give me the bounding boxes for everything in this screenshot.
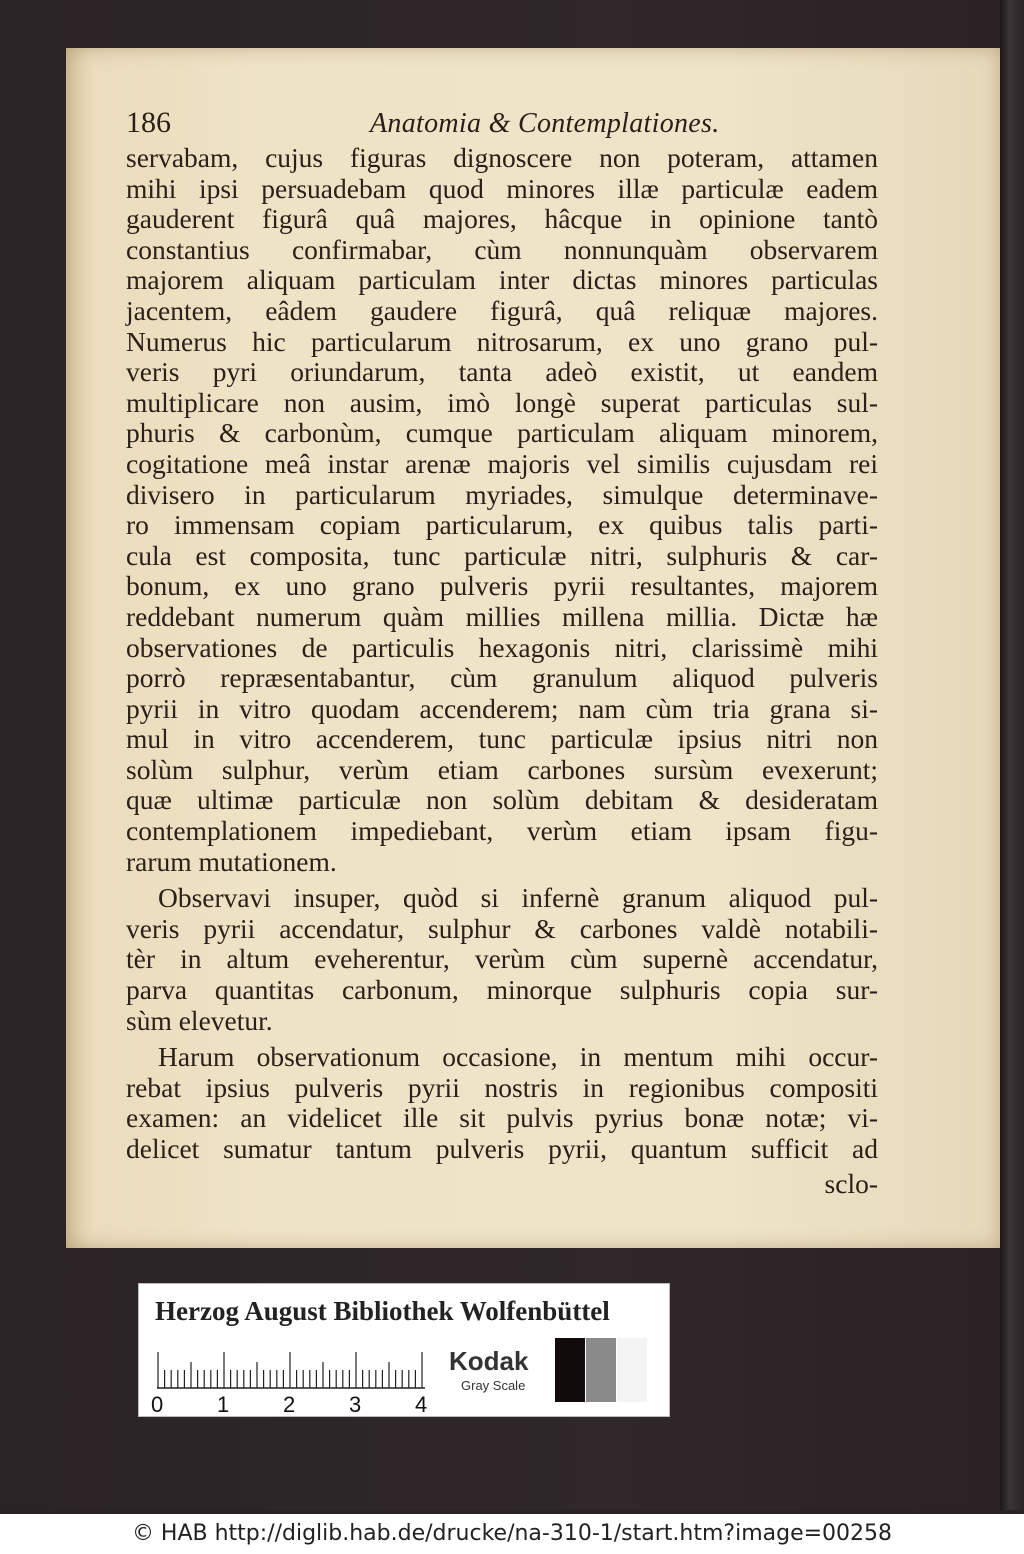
color-calibration-bar (138, 1283, 670, 1417)
text-line: bonum, ex uno grano pulveris pyrii resultantes, majorem (126, 570, 878, 602)
text-line: gauderent figurâ quâ majores, hâcque in opinione tantò (126, 203, 878, 235)
library-name: Herzog August Bibliothek Wolfenbüttel (155, 1296, 610, 1326)
text-line: delicet sumatur tantum pulveris pyrii, quantum sufficit ad (126, 1133, 878, 1164)
text-line: tèr in altum eveherentur, verùm cùm supernè accendatur, (126, 943, 878, 975)
ruler-number: 1 (217, 1392, 230, 1417)
text-line: solùm sulphur, verùm etiam carbones sursùm evexerunt; (126, 753, 878, 785)
text-line: servabam, cujus figuras dignoscere non poteram, attamen (126, 142, 878, 173)
kodak-logo: Kodak (449, 1346, 529, 1376)
text-line: Numerus hic particularum nitrosarum, ex uno grano pul- (126, 325, 878, 357)
ruler-number: 2 (283, 1392, 296, 1417)
gray-patch (555, 1338, 585, 1402)
ruler-number: 3 (349, 1392, 362, 1417)
text-line: Observavi insuper, quòd si infernè granum aliquod pul- (158, 882, 878, 914)
ruler-numbers (151, 1392, 441, 1416)
text-line: parva quantitas carbonum, minorque sulphuris copia sur- (126, 974, 878, 1006)
gray-patch (586, 1338, 616, 1402)
text-line: pyrii in vitro quodam accenderem; nam cùm tria grana si- (126, 692, 878, 724)
gray-patch (617, 1338, 647, 1402)
text-line: Harum observationum occasione, in mentum mihi occur- (158, 1041, 878, 1073)
text-line: sclo- (824, 1167, 878, 1199)
text-line: sùm elevetur. (126, 1004, 273, 1036)
text-line: porrò repræsentabantur, cùm granulum aliquod pulveris (126, 662, 878, 694)
text-line: multiplicare non ausim, imò longè superat particulas sul- (126, 386, 878, 418)
text-line: rarum mutationem. (126, 845, 337, 877)
gray-scale-label: Gray Scale (461, 1378, 526, 1393)
running-title: Anatomia & Contemplationes. (370, 108, 720, 139)
text-line: reddebant numerum quàm millies millena millia. Dictæ hæ (126, 600, 878, 632)
ruler-number: 4 (415, 1392, 428, 1417)
page-header (126, 106, 876, 146)
text-line: divisero in particularum myriades, simulque determinave- (126, 478, 878, 510)
text-line: quæ ultimæ particulæ non solùm debitam & desideratam (126, 784, 878, 816)
text-line: observationes de particulis hexagonis nitri, clarissimè mihi (126, 631, 878, 663)
text-line: rebat ipsius pulveris pyrii nostris in regionibus compositi (126, 1071, 878, 1103)
page-number: 186 (126, 106, 171, 139)
text-line: majorem aliquam particulam inter dictas minores particulas (126, 264, 878, 296)
ruler-number: 0 (151, 1392, 164, 1417)
book-edge (1000, 0, 1024, 1510)
text-line: examen: an videlicet ille sit pulvis pyrius bonæ notæ; vi- (126, 1102, 878, 1134)
text-line: phuris & carbonùm, cumque particulam aliquam minorem, (126, 417, 878, 449)
text-line: veris pyri oriundarum, tanta adeò existit, ut eandem (126, 356, 878, 388)
ruler-scale (157, 1350, 427, 1390)
text-line: cula est composita, tunc particulæ nitri, sulphuris & car- (126, 539, 878, 571)
text-line: contemplationem impediebant, verùm etiam ipsam figu- (126, 815, 878, 847)
text-line: ro immensam copiam particularum, ex quibus talis parti- (126, 509, 878, 541)
text-line: mihi ipsi persuadebam quod minores illæ particulæ eadem (126, 172, 878, 204)
copyright-footer: © HAB http://diglib.hab.de/drucke/na-310-1/start.htm?image=00258 (0, 1514, 1024, 1554)
page-body-text (126, 143, 878, 1199)
text-line: veris pyrii accendatur, sulphur & carbones valdè notabili- (126, 912, 878, 944)
text-line: jacentem, eâdem gaudere figurâ, quâ reliquæ majores. (126, 294, 878, 326)
text-line: cogitatione meâ instar arenæ majoris vel similis cujusdam rei (126, 447, 878, 479)
text-line: constantius confirmabar, cùm nonnunquàm observarem (126, 233, 878, 265)
text-line: mul in vitro accenderem, tunc particulæ ipsius nitri non (126, 723, 878, 755)
